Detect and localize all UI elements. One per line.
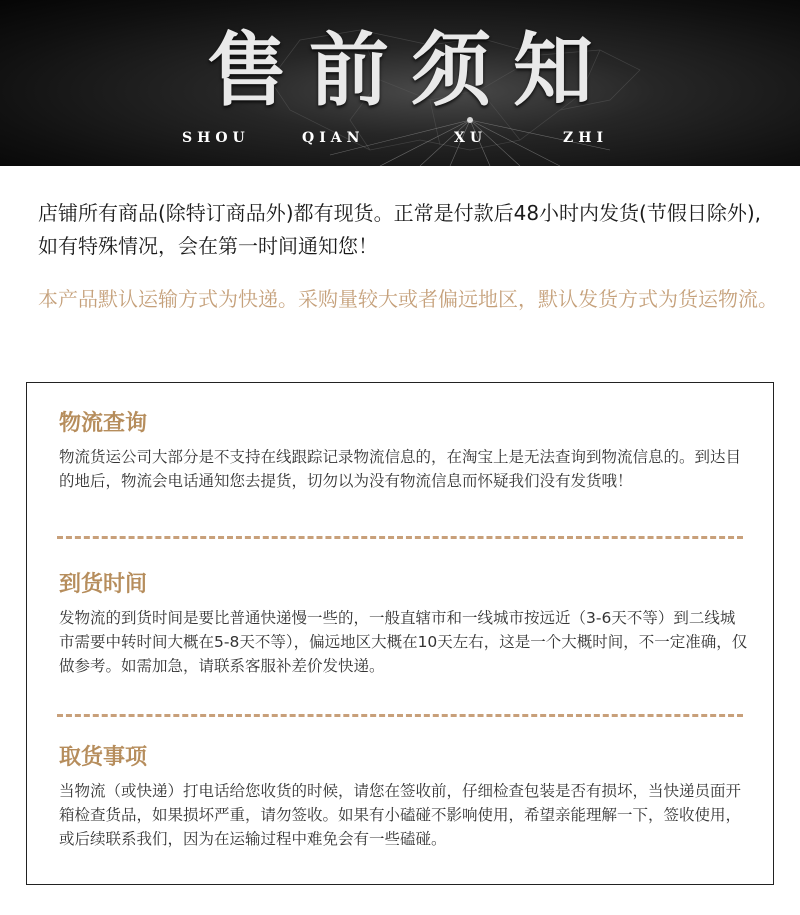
section-title: 到货时间 xyxy=(59,572,148,597)
section-title: 取货事项 xyxy=(59,745,148,770)
section-arrival-time xyxy=(59,570,749,678)
banner-subtitle xyxy=(0,130,800,150)
dashed-divider xyxy=(57,714,743,717)
intro-paragraph: 店铺所有商品(除特订商品外)都有现货。正常是付款后48小时内发货(节假日除外),如有特殊情况，会在第一时间通知您！ xyxy=(38,201,762,258)
section-title: 物流查询 xyxy=(59,411,148,436)
section-body: 物流货运公司大部分是不支持在线跟踪记录物流信息的，在淘宝上是无法查询到物流信息的。到达目的地后，物流会电话通知您去提货，切勿以为没有物流信息而怀疑我们没有发货哦！ xyxy=(59,448,742,490)
subtitle-word-2: QIAN xyxy=(302,130,365,146)
section-pickup-notes xyxy=(59,743,749,851)
info-box xyxy=(26,382,774,885)
subtitle-word-1: SHOU xyxy=(182,130,250,146)
section-body: 当物流（或快递）打电话给您收货的时候，请您在签收前，仔细检查包装是否有损坏，当快递员面开箱检查货品，如果损坏严重，请勿签收。如果有小磕碰不影响使用，希望亲能理解一下，签收使用，或后续联系我们，因为在运输过程中难免会有一些磕碰。 xyxy=(59,782,742,848)
subtitle-word-3: XU xyxy=(454,130,488,146)
header-banner xyxy=(0,0,800,166)
subtitle-word-4: ZHI xyxy=(563,130,608,146)
section-body: 发物流的到货时间是要比普通快递慢一些的，一般直辖市和一线城市按远近（3-6天不等）到二线城市需要中转时间大概在5-8天不等），偏远地区大概在10天左右，这是一个大概时间，不一定准确，仅做参考。如需加急，请联系客服补差价发快递。 xyxy=(59,609,748,675)
section-logistics-query xyxy=(59,409,749,493)
banner-title: 售前须知 xyxy=(207,23,615,117)
shipping-notice: 本产品默认运输方式为快递。采购量较大或者偏远地区，默认发货方式为货运物流。 xyxy=(38,287,778,311)
dashed-divider xyxy=(57,536,743,539)
